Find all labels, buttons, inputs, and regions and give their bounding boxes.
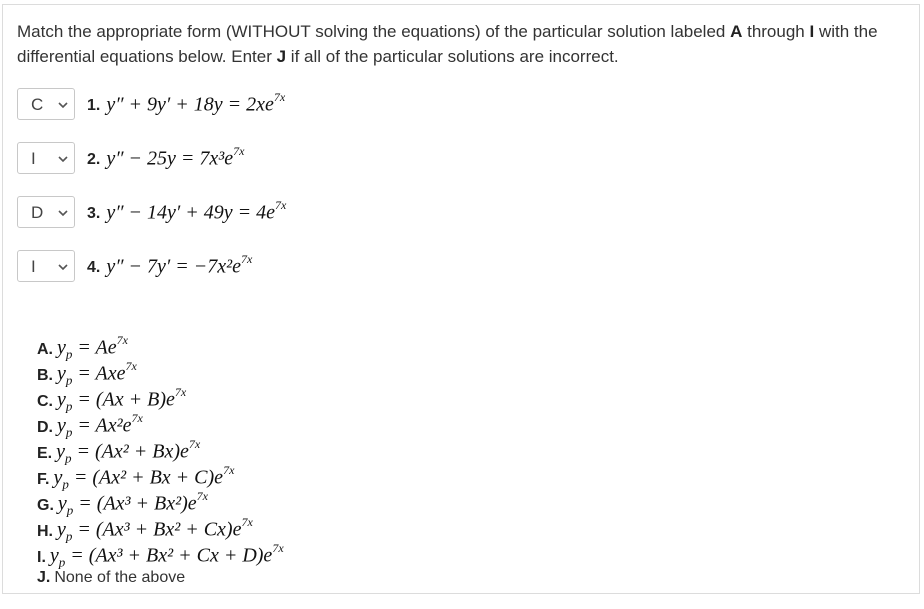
option-g-lhs: y bbox=[57, 492, 67, 515]
option-b-sub: p bbox=[65, 372, 73, 388]
prompt-text-3: with the differential equations below. Enter bbox=[17, 22, 878, 66]
option-e-label: E. bbox=[37, 444, 53, 462]
option-d-rhs: = Ax²e bbox=[72, 414, 132, 437]
equation-3-exponent: 7x bbox=[275, 197, 287, 212]
option-e-sub: p bbox=[65, 450, 72, 466]
equation-2 bbox=[87, 143, 245, 171]
option-g bbox=[37, 485, 284, 518]
prompt-bold-i: I bbox=[809, 22, 815, 41]
option-e bbox=[37, 433, 284, 466]
option-e-rhs: = (Ax² + Bx)e bbox=[71, 440, 189, 463]
equation-1-exponent: 7x bbox=[273, 89, 286, 104]
option-g-exponent: 7x bbox=[196, 489, 208, 503]
prompt-text-2: through bbox=[742, 22, 810, 41]
option-g-rhs: = (Ax³ + Bx²)e bbox=[73, 492, 197, 515]
option-f-label: F. bbox=[37, 470, 50, 488]
equation-4-number: 4. bbox=[87, 259, 101, 277]
equation-4 bbox=[87, 251, 253, 279]
answer-select-1-value: C bbox=[31, 95, 44, 114]
chevron-down-icon bbox=[58, 154, 68, 164]
option-b-label: B. bbox=[37, 366, 53, 384]
option-h-lhs: y bbox=[57, 518, 66, 541]
option-h-rhs: = (Ax³ + Bx² + Cx)e bbox=[72, 518, 242, 541]
option-b-lhs: y bbox=[57, 362, 66, 385]
chevron-down-icon bbox=[58, 100, 68, 110]
option-d-label: D. bbox=[37, 418, 53, 436]
option-a-lhs: y bbox=[57, 336, 66, 359]
option-h-sub: p bbox=[65, 528, 73, 544]
option-h-exponent: 7x bbox=[241, 515, 253, 529]
equation-4-text: y″ − 7y′ = −7x²e bbox=[106, 255, 242, 278]
answer-select-2-value: I bbox=[31, 149, 36, 168]
option-h bbox=[37, 511, 284, 544]
option-g-label: G. bbox=[37, 496, 54, 514]
option-d-exponent: 7x bbox=[131, 411, 143, 425]
answer-select-1[interactable] bbox=[17, 88, 75, 120]
option-d-lhs: y bbox=[57, 414, 66, 437]
question-row-2 bbox=[17, 141, 245, 175]
prompt-text-4: if all of the particular solutions are incorrect. bbox=[286, 47, 619, 66]
option-b bbox=[37, 355, 284, 388]
equation-1 bbox=[87, 89, 286, 117]
option-j-text: None of the above bbox=[54, 569, 186, 586]
option-f bbox=[37, 459, 284, 492]
option-a-exponent: 7x bbox=[116, 333, 128, 347]
answer-select-4[interactable] bbox=[17, 250, 75, 282]
option-h-label: H. bbox=[37, 522, 53, 540]
equation-2-number: 2. bbox=[87, 151, 101, 169]
option-c-sub: p bbox=[65, 398, 73, 414]
prompt-bold-a: A bbox=[730, 22, 743, 41]
option-i-rhs: = (Ax³ + Bx² + Cx + D)e bbox=[65, 544, 273, 567]
option-i bbox=[37, 537, 284, 570]
option-c-exponent: 7x bbox=[174, 385, 187, 399]
option-b-rhs: = Axe bbox=[72, 362, 126, 385]
equation-3-text: y″ − 14y′ + 49y = 4e bbox=[106, 201, 276, 224]
option-c bbox=[37, 381, 284, 414]
answer-select-2[interactable] bbox=[17, 142, 75, 174]
option-b-exponent: 7x bbox=[125, 359, 137, 373]
option-f-lhs: y bbox=[53, 466, 63, 489]
equation-2-text: y″ − 25y = 7x³e bbox=[106, 147, 234, 170]
option-a-sub: p bbox=[65, 346, 73, 362]
question-row-1 bbox=[17, 87, 285, 121]
chevron-down-icon bbox=[58, 208, 68, 218]
chevron-down-icon bbox=[58, 262, 68, 272]
equation-1-text: y″ + 9y′ + 18y = 2xe bbox=[106, 93, 274, 116]
options-list bbox=[37, 329, 284, 589]
question-panel bbox=[2, 4, 920, 594]
option-j-label: J. bbox=[37, 569, 51, 586]
option-c-lhs: y bbox=[57, 388, 66, 411]
question-row-3 bbox=[17, 195, 286, 229]
answer-select-4-value: I bbox=[31, 257, 36, 276]
option-g-sub: p bbox=[66, 502, 74, 518]
option-c-label: C. bbox=[37, 392, 53, 410]
option-a-rhs: = Ae bbox=[72, 336, 117, 359]
option-e-exponent: 7x bbox=[188, 437, 201, 451]
equation-1-number: 1. bbox=[87, 97, 101, 115]
prompt-text-1: Match the appropriate form (WITHOUT solving the equations) of the particular solution labeled bbox=[17, 22, 731, 41]
answer-select-3-value: D bbox=[31, 203, 44, 222]
equation-2-exponent: 7x bbox=[233, 143, 245, 158]
answer-select-3[interactable] bbox=[17, 196, 75, 228]
option-a-label: A. bbox=[37, 340, 53, 358]
option-e-lhs: y bbox=[56, 440, 66, 463]
option-f-sub: p bbox=[62, 476, 69, 492]
option-d-sub: p bbox=[65, 424, 73, 440]
option-c-rhs: = (Ax + B)e bbox=[72, 388, 175, 411]
option-i-sub: p bbox=[58, 554, 66, 570]
equation-4-exponent: 7x bbox=[241, 251, 253, 266]
option-f-exponent: 7x bbox=[223, 463, 235, 477]
option-i-lhs: y bbox=[49, 544, 59, 567]
option-f-rhs: = (Ax² + Bx + C)e bbox=[68, 466, 224, 489]
question-prompt bbox=[17, 19, 907, 69]
prompt-bold-j: J bbox=[276, 47, 287, 66]
equation-3 bbox=[87, 197, 287, 225]
equation-3-number: 3. bbox=[87, 205, 101, 223]
option-a bbox=[37, 329, 284, 362]
question-row-4 bbox=[17, 249, 252, 283]
option-i-exponent: 7x bbox=[272, 541, 284, 555]
option-i-label: I. bbox=[37, 548, 46, 566]
